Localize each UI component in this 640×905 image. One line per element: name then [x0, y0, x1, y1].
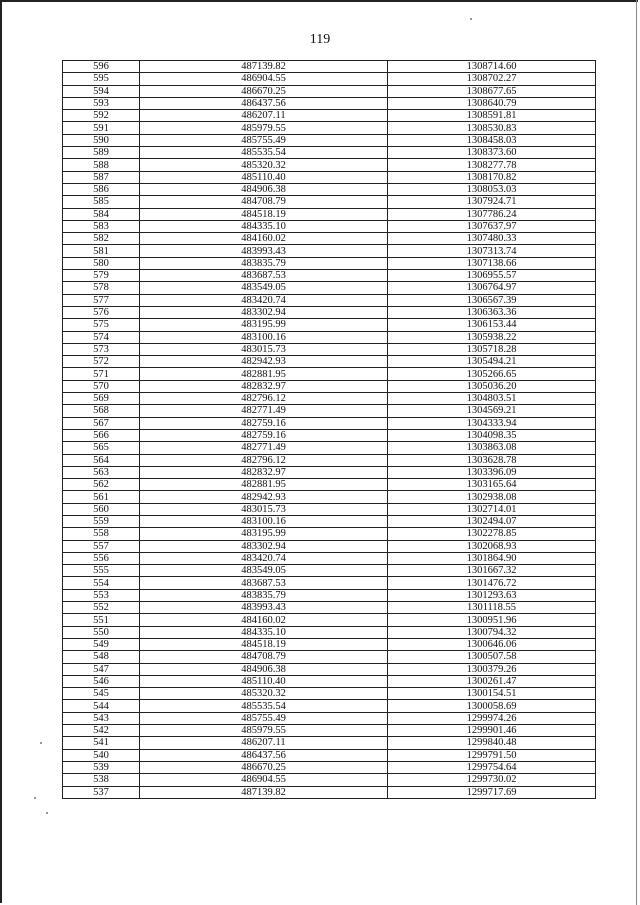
table-row — [63, 147, 596, 159]
point-number-cell: 551 — [63, 614, 140, 626]
x-coordinate-cell: 482942.93 — [140, 491, 388, 503]
x-coordinate-cell: 484160.02 — [140, 614, 388, 626]
y-coordinate-cell: 1308591.81 — [388, 110, 596, 122]
x-coordinate-cell: 486904.55 — [140, 73, 388, 85]
x-coordinate-cell: 487139.82 — [140, 786, 388, 798]
table-row — [63, 171, 596, 183]
coordinates-table-body — [63, 61, 596, 799]
x-coordinate-cell: 483420.74 — [140, 294, 388, 306]
table-row — [63, 220, 596, 232]
x-coordinate-cell: 482759.16 — [140, 417, 388, 429]
point-number-cell: 588 — [63, 159, 140, 171]
point-number-cell: 540 — [63, 749, 140, 761]
point-number-cell: 580 — [63, 257, 140, 269]
table-row — [63, 183, 596, 195]
table-row — [63, 466, 596, 478]
x-coordinate-cell: 483993.43 — [140, 602, 388, 614]
y-coordinate-cell: 1308170.82 — [388, 171, 596, 183]
table-row — [63, 319, 596, 331]
x-coordinate-cell: 482942.93 — [140, 356, 388, 368]
y-coordinate-cell: 1300261.47 — [388, 675, 596, 687]
y-coordinate-cell: 1307313.74 — [388, 245, 596, 257]
point-number-cell: 547 — [63, 663, 140, 675]
table-row — [63, 737, 596, 749]
table-row — [63, 73, 596, 85]
point-number-cell: 578 — [63, 282, 140, 294]
point-number-cell: 567 — [63, 417, 140, 429]
x-coordinate-cell: 485110.40 — [140, 675, 388, 687]
y-coordinate-cell: 1299754.64 — [388, 761, 596, 773]
table-row — [63, 589, 596, 601]
page-edge-line — [636, 0, 637, 905]
table-row — [63, 442, 596, 454]
table-row — [63, 306, 596, 318]
table-row — [63, 786, 596, 798]
point-number-cell: 562 — [63, 479, 140, 491]
y-coordinate-cell: 1301118.55 — [388, 602, 596, 614]
point-number-cell: 548 — [63, 651, 140, 663]
x-coordinate-cell: 485755.49 — [140, 134, 388, 146]
y-coordinate-cell: 1300058.69 — [388, 700, 596, 712]
table-row — [63, 700, 596, 712]
scan-speck — [46, 812, 48, 814]
y-coordinate-cell: 1305494.21 — [388, 356, 596, 368]
x-coordinate-cell: 484708.79 — [140, 196, 388, 208]
y-coordinate-cell: 1300154.51 — [388, 688, 596, 700]
y-coordinate-cell: 1304098.35 — [388, 429, 596, 441]
point-number-cell: 546 — [63, 675, 140, 687]
table-row — [63, 515, 596, 527]
x-coordinate-cell: 484160.02 — [140, 233, 388, 245]
x-coordinate-cell: 482771.49 — [140, 405, 388, 417]
point-number-cell: 579 — [63, 270, 140, 282]
y-coordinate-cell: 1305266.65 — [388, 368, 596, 380]
x-coordinate-cell: 483420.74 — [140, 552, 388, 564]
table-row — [63, 552, 596, 564]
y-coordinate-cell: 1307138.66 — [388, 257, 596, 269]
x-coordinate-cell: 483100.16 — [140, 515, 388, 527]
table-row — [63, 688, 596, 700]
table-row — [63, 675, 596, 687]
table-row — [63, 122, 596, 134]
point-number-cell: 555 — [63, 565, 140, 577]
x-coordinate-cell: 484335.10 — [140, 626, 388, 638]
point-number-cell: 538 — [63, 774, 140, 786]
y-coordinate-cell: 1300951.96 — [388, 614, 596, 626]
table-row — [63, 602, 596, 614]
x-coordinate-cell: 485535.54 — [140, 147, 388, 159]
table-row — [63, 245, 596, 257]
point-number-cell: 593 — [63, 97, 140, 109]
y-coordinate-cell: 1307480.33 — [388, 233, 596, 245]
table-row — [63, 110, 596, 122]
y-coordinate-cell: 1299974.26 — [388, 712, 596, 724]
point-number-cell: 571 — [63, 368, 140, 380]
y-coordinate-cell: 1303396.09 — [388, 466, 596, 478]
y-coordinate-cell: 1302068.93 — [388, 540, 596, 552]
x-coordinate-cell: 482796.12 — [140, 454, 388, 466]
table-row — [63, 405, 596, 417]
table-row — [63, 614, 596, 626]
point-number-cell: 568 — [63, 405, 140, 417]
point-number-cell: 557 — [63, 540, 140, 552]
y-coordinate-cell: 1308458.03 — [388, 134, 596, 146]
table-row — [63, 159, 596, 171]
table-row — [63, 454, 596, 466]
point-number-cell: 566 — [63, 429, 140, 441]
y-coordinate-cell: 1299901.46 — [388, 725, 596, 737]
x-coordinate-cell: 483835.79 — [140, 257, 388, 269]
table-row — [63, 233, 596, 245]
y-coordinate-cell: 1306955.57 — [388, 270, 596, 282]
table-row — [63, 479, 596, 491]
x-coordinate-cell: 483195.99 — [140, 319, 388, 331]
table-row — [63, 577, 596, 589]
point-number-cell: 558 — [63, 528, 140, 540]
point-number-cell: 564 — [63, 454, 140, 466]
x-coordinate-cell: 483100.16 — [140, 331, 388, 343]
table-row — [63, 761, 596, 773]
y-coordinate-cell: 1299840.48 — [388, 737, 596, 749]
y-coordinate-cell: 1308702.27 — [388, 73, 596, 85]
x-coordinate-cell: 485979.55 — [140, 725, 388, 737]
point-number-cell: 550 — [63, 626, 140, 638]
point-number-cell: 560 — [63, 503, 140, 515]
x-coordinate-cell: 483687.53 — [140, 270, 388, 282]
point-number-cell: 539 — [63, 761, 140, 773]
point-number-cell: 561 — [63, 491, 140, 503]
table-row — [63, 491, 596, 503]
x-coordinate-cell: 483549.05 — [140, 282, 388, 294]
table-row — [63, 638, 596, 650]
x-coordinate-cell: 482881.95 — [140, 479, 388, 491]
x-coordinate-cell: 486207.11 — [140, 110, 388, 122]
point-number-cell: 553 — [63, 589, 140, 601]
table-row — [63, 651, 596, 663]
x-coordinate-cell: 485320.32 — [140, 688, 388, 700]
point-number-cell: 583 — [63, 220, 140, 232]
x-coordinate-cell: 483302.94 — [140, 306, 388, 318]
x-coordinate-cell: 483302.94 — [140, 540, 388, 552]
y-coordinate-cell: 1300794.32 — [388, 626, 596, 638]
y-coordinate-cell: 1301476.72 — [388, 577, 596, 589]
y-coordinate-cell: 1302278.85 — [388, 528, 596, 540]
point-number-cell: 586 — [63, 183, 140, 195]
table-row — [63, 331, 596, 343]
table-row — [63, 663, 596, 675]
x-coordinate-cell: 482881.95 — [140, 368, 388, 380]
x-coordinate-cell: 482796.12 — [140, 393, 388, 405]
x-coordinate-cell: 486437.56 — [140, 97, 388, 109]
x-coordinate-cell: 486437.56 — [140, 749, 388, 761]
point-number-cell: 576 — [63, 306, 140, 318]
point-number-cell: 549 — [63, 638, 140, 650]
x-coordinate-cell: 486670.25 — [140, 85, 388, 97]
scan-speck — [34, 797, 36, 799]
y-coordinate-cell: 1307637.97 — [388, 220, 596, 232]
y-coordinate-cell: 1301293.63 — [388, 589, 596, 601]
point-number-cell: 577 — [63, 294, 140, 306]
table-row — [63, 356, 596, 368]
table-row — [63, 393, 596, 405]
x-coordinate-cell: 485320.32 — [140, 159, 388, 171]
x-coordinate-cell: 484906.38 — [140, 183, 388, 195]
y-coordinate-cell: 1308277.78 — [388, 159, 596, 171]
table-row — [63, 208, 596, 220]
x-coordinate-cell: 487139.82 — [140, 61, 388, 73]
point-number-cell: 559 — [63, 515, 140, 527]
table-row — [63, 196, 596, 208]
y-coordinate-cell: 1300507.58 — [388, 651, 596, 663]
y-coordinate-cell: 1306153.44 — [388, 319, 596, 331]
y-coordinate-cell: 1304803.51 — [388, 393, 596, 405]
y-coordinate-cell: 1299791.50 — [388, 749, 596, 761]
x-coordinate-cell: 484335.10 — [140, 220, 388, 232]
point-number-cell: 581 — [63, 245, 140, 257]
table-row — [63, 97, 596, 109]
x-coordinate-cell: 483015.73 — [140, 503, 388, 515]
point-number-cell: 590 — [63, 134, 140, 146]
point-number-cell: 585 — [63, 196, 140, 208]
table-row — [63, 774, 596, 786]
point-number-cell: 545 — [63, 688, 140, 700]
y-coordinate-cell: 1308640.79 — [388, 97, 596, 109]
y-coordinate-cell: 1308053.03 — [388, 183, 596, 195]
point-number-cell: 563 — [63, 466, 140, 478]
point-number-cell: 592 — [63, 110, 140, 122]
y-coordinate-cell: 1301864.90 — [388, 552, 596, 564]
table-row — [63, 565, 596, 577]
y-coordinate-cell: 1306363.36 — [388, 306, 596, 318]
x-coordinate-cell: 483549.05 — [140, 565, 388, 577]
x-coordinate-cell: 486670.25 — [140, 761, 388, 773]
y-coordinate-cell: 1304569.21 — [388, 405, 596, 417]
point-number-cell: 587 — [63, 171, 140, 183]
point-number-cell: 574 — [63, 331, 140, 343]
scan-speck — [40, 742, 42, 744]
table-row — [63, 380, 596, 392]
point-number-cell: 537 — [63, 786, 140, 798]
table-row — [63, 725, 596, 737]
point-number-cell: 595 — [63, 73, 140, 85]
table-row — [63, 626, 596, 638]
y-coordinate-cell: 1308373.60 — [388, 147, 596, 159]
point-number-cell: 569 — [63, 393, 140, 405]
x-coordinate-cell: 482832.97 — [140, 380, 388, 392]
point-number-cell: 543 — [63, 712, 140, 724]
y-coordinate-cell: 1306567.39 — [388, 294, 596, 306]
x-coordinate-cell: 483835.79 — [140, 589, 388, 601]
y-coordinate-cell: 1307924.71 — [388, 196, 596, 208]
point-number-cell: 582 — [63, 233, 140, 245]
y-coordinate-cell: 1307786.24 — [388, 208, 596, 220]
y-coordinate-cell: 1306764.97 — [388, 282, 596, 294]
table-row — [63, 85, 596, 97]
y-coordinate-cell: 1304333.94 — [388, 417, 596, 429]
table-row — [63, 540, 596, 552]
table-row — [63, 134, 596, 146]
x-coordinate-cell: 484518.19 — [140, 208, 388, 220]
table-row — [63, 282, 596, 294]
x-coordinate-cell: 484708.79 — [140, 651, 388, 663]
x-coordinate-cell: 485535.54 — [140, 700, 388, 712]
x-coordinate-cell: 486904.55 — [140, 774, 388, 786]
scan-speck — [470, 18, 472, 20]
table-row — [63, 712, 596, 724]
y-coordinate-cell: 1302494.07 — [388, 515, 596, 527]
point-number-cell: 565 — [63, 442, 140, 454]
x-coordinate-cell: 485755.49 — [140, 712, 388, 724]
table-row — [63, 417, 596, 429]
point-number-cell: 575 — [63, 319, 140, 331]
table-row — [63, 343, 596, 355]
point-number-cell: 584 — [63, 208, 140, 220]
point-number-cell: 589 — [63, 147, 140, 159]
table-row — [63, 61, 596, 73]
point-number-cell: 596 — [63, 61, 140, 73]
y-coordinate-cell: 1305036.20 — [388, 380, 596, 392]
y-coordinate-cell: 1308677.65 — [388, 85, 596, 97]
coordinates-table — [62, 60, 596, 799]
point-number-cell: 573 — [63, 343, 140, 355]
x-coordinate-cell: 485979.55 — [140, 122, 388, 134]
x-coordinate-cell: 485110.40 — [140, 171, 388, 183]
table-row — [63, 429, 596, 441]
table-row — [63, 528, 596, 540]
x-coordinate-cell: 482832.97 — [140, 466, 388, 478]
x-coordinate-cell: 482759.16 — [140, 429, 388, 441]
y-coordinate-cell: 1301667.32 — [388, 565, 596, 577]
page-number: 119 — [309, 32, 331, 47]
table-row — [63, 368, 596, 380]
x-coordinate-cell: 483993.43 — [140, 245, 388, 257]
x-coordinate-cell: 486207.11 — [140, 737, 388, 749]
x-coordinate-cell: 483195.99 — [140, 528, 388, 540]
point-number-cell: 556 — [63, 552, 140, 564]
point-number-cell: 591 — [63, 122, 140, 134]
point-number-cell: 552 — [63, 602, 140, 614]
x-coordinate-cell: 483015.73 — [140, 343, 388, 355]
y-coordinate-cell: 1299730.02 — [388, 774, 596, 786]
x-coordinate-cell: 484518.19 — [140, 638, 388, 650]
y-coordinate-cell: 1305718.28 — [388, 343, 596, 355]
y-coordinate-cell: 1308714.60 — [388, 61, 596, 73]
x-coordinate-cell: 482771.49 — [140, 442, 388, 454]
point-number-cell: 542 — [63, 725, 140, 737]
point-number-cell: 544 — [63, 700, 140, 712]
point-number-cell: 594 — [63, 85, 140, 97]
table-row — [63, 503, 596, 515]
y-coordinate-cell: 1303628.78 — [388, 454, 596, 466]
point-number-cell: 572 — [63, 356, 140, 368]
y-coordinate-cell: 1302938.08 — [388, 491, 596, 503]
y-coordinate-cell: 1300379.26 — [388, 663, 596, 675]
point-number-cell: 554 — [63, 577, 140, 589]
y-coordinate-cell: 1302714.01 — [388, 503, 596, 515]
y-coordinate-cell: 1305938.22 — [388, 331, 596, 343]
point-number-cell: 570 — [63, 380, 140, 392]
x-coordinate-cell: 484906.38 — [140, 663, 388, 675]
table-row — [63, 749, 596, 761]
x-coordinate-cell: 483687.53 — [140, 577, 388, 589]
y-coordinate-cell: 1303863.08 — [388, 442, 596, 454]
point-number-cell: 541 — [63, 737, 140, 749]
table-row — [63, 294, 596, 306]
table-row — [63, 270, 596, 282]
y-coordinate-cell: 1300646.06 — [388, 638, 596, 650]
y-coordinate-cell: 1303165.64 — [388, 479, 596, 491]
table-row — [63, 257, 596, 269]
y-coordinate-cell: 1308530.83 — [388, 122, 596, 134]
y-coordinate-cell: 1299717.69 — [388, 786, 596, 798]
